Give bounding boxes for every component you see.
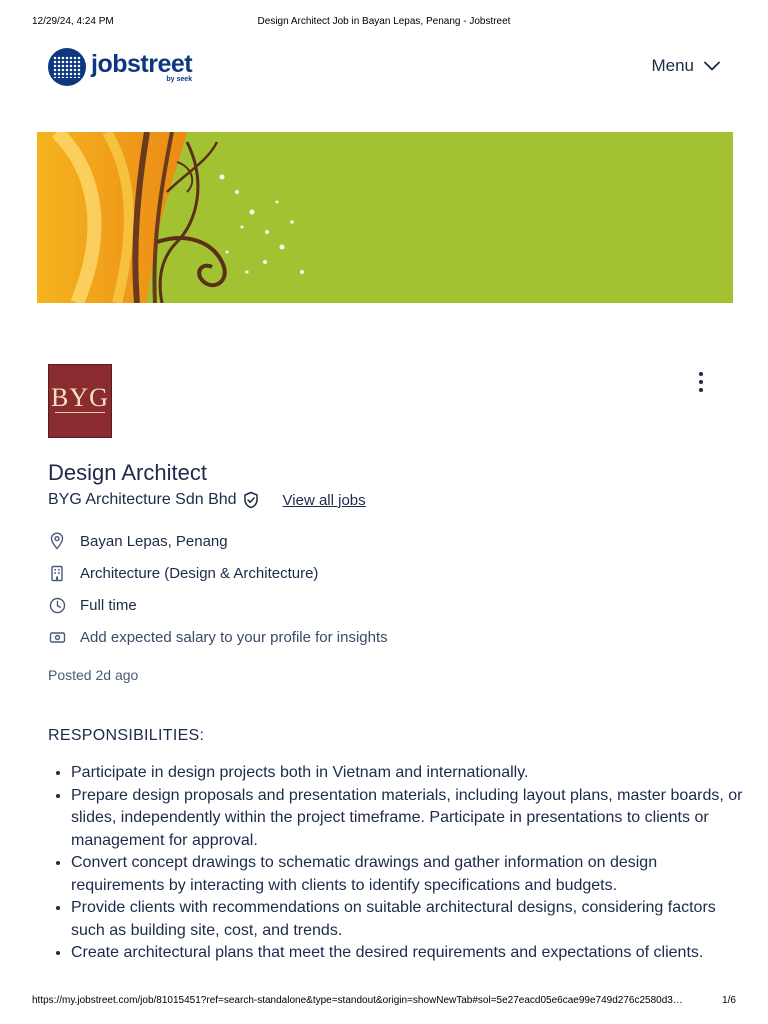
logo-sub-text: by seek — [166, 75, 193, 83]
responsibilities-list — [48, 762, 751, 965]
company-logo[interactable] — [48, 364, 112, 438]
salary-insights-text[interactable]: Add expected salary to your profile for insights — [80, 628, 388, 646]
clock-icon — [48, 596, 66, 614]
job-work-type — [48, 596, 137, 614]
job-category-text: Architecture (Design & Architecture) — [80, 564, 319, 582]
list-item: • Participate in design projects both in Vietnam and internationally. — [71, 762, 751, 785]
job-location — [48, 532, 228, 550]
list-item: • Create architectural plans that meet the desired requirements and expectations of clients. — [71, 942, 751, 965]
print-footer — [32, 995, 736, 1009]
salary-insights-prompt[interactable] — [48, 628, 388, 646]
print-page-title: Design Architect Job in Bayan Lepas, Penang - Jobstreet — [257, 16, 511, 27]
verified-shield-icon — [243, 491, 259, 509]
jobstreet-logo-mark-icon — [48, 48, 86, 86]
company-logo-text: BYG — [51, 383, 109, 412]
job-title: Design Architect — [48, 460, 207, 485]
chevron-down-icon — [704, 61, 720, 71]
view-all-jobs-link[interactable]: View all jobs — [282, 491, 366, 509]
print-url: https://my.jobstreet.com/job/81015451?ref=search-standalone&type=standout&origin=showNewTab#sol=5e27eacd05e6cae99e749d276c2580d3… — [32, 995, 683, 1006]
company-row — [48, 491, 366, 509]
menu-label: Menu — [651, 56, 694, 75]
print-page-number: 1/6 — [722, 995, 736, 1006]
job-work-type-text: Full time — [80, 596, 137, 614]
company-banner-image — [37, 132, 733, 303]
jobstreet-logo[interactable] — [48, 48, 192, 86]
company-name[interactable]: BYG Architecture Sdn Bhd — [48, 491, 237, 508]
top-navigation — [48, 46, 720, 90]
job-location-text: Bayan Lepas, Penang — [80, 532, 228, 550]
list-item: • Convert concept drawings to schematic drawings and gather information on design requirements by interacting with clients to identify specifications and budgets. — [71, 852, 751, 897]
job-category — [48, 564, 318, 582]
more-options-icon[interactable] — [690, 372, 712, 392]
print-header — [32, 16, 736, 30]
location-pin-icon — [48, 532, 66, 550]
logo-brand-text: jobstreet — [91, 49, 193, 78]
print-datetime: 12/29/24, 4:24 PM — [32, 16, 114, 27]
list-item: • Prepare design proposals and presentation materials, including layout plans, master boards, or slides, independently within the project timeframe. Participate in presentations to clients or management for approval. — [71, 785, 751, 853]
money-icon — [48, 628, 66, 646]
list-item: • Provide clients with recommendations on suitable architectural designs, considering factors such as building site, cost, and trends. — [71, 897, 751, 942]
responsibilities-heading: RESPONSIBILITIES: — [48, 727, 205, 744]
building-icon — [48, 564, 66, 582]
posted-date: Posted 2d ago — [48, 667, 139, 683]
menu-button[interactable] — [651, 56, 720, 76]
